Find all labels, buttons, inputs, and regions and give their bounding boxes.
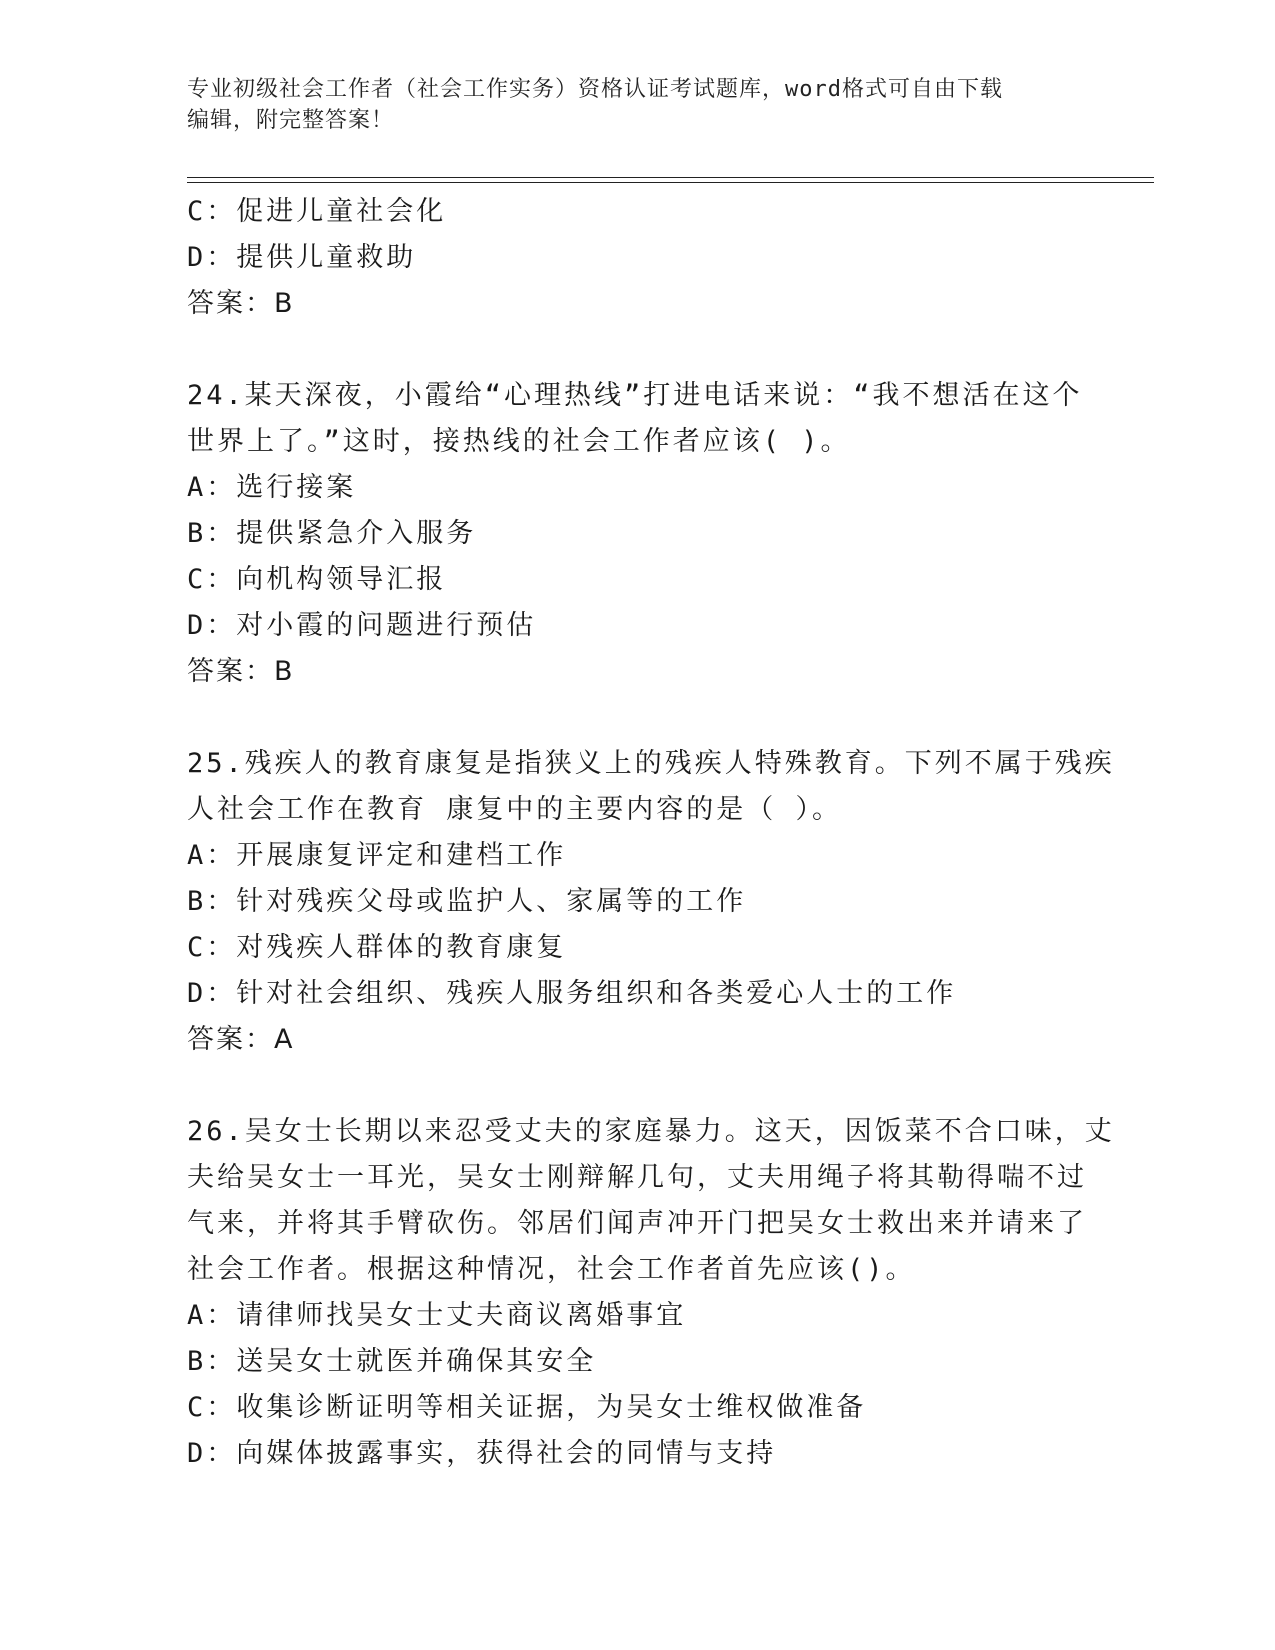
q25-stem-line-2: 人社会工作在教育 康复中的主要内容的是（ ）。 <box>187 794 843 825</box>
q26-option-c: C：收集诊断证明等相关证据，为吴女士维权做准备 <box>187 1392 867 1423</box>
q24-option-c: C：向机构领导汇报 <box>187 564 447 595</box>
q23-answer: 答案：B <box>187 288 295 319</box>
q23-option-c: C：促进儿童社会化 <box>187 196 447 227</box>
q25-option-a: A：开展康复评定和建档工作 <box>187 840 567 871</box>
spacer <box>187 327 1087 373</box>
q26-stem-line-4: 社会工作者。根据这种情况，社会工作者首先应该()。 <box>187 1254 916 1285</box>
question-24 <box>187 373 1087 695</box>
q26-option-a: A：请律师找吴女士丈夫商议离婚事宜 <box>187 1300 687 1331</box>
header-title-line-1: 专业初级社会工作者（社会工作实务）资格认证考试题库，word格式可自由下载 <box>187 77 1003 102</box>
q24-option-b: B：提供紧急介入服务 <box>187 518 477 549</box>
question-list <box>187 189 1115 1477</box>
question-26 <box>187 1109 1115 1477</box>
q26-stem-line-3: 气来，并将其手臂砍伤。邻居们闻声冲开门把吴女士救出来并请来了 <box>187 1208 1087 1239</box>
q25-stem-line-1: 25.残疾人的教育康复是指狭义上的残疾人特殊教育。下列不属于残疾 <box>187 748 1115 779</box>
document-header <box>187 74 1067 136</box>
q24-answer: 答案：B <box>187 656 295 687</box>
header-divider-top <box>187 177 1154 178</box>
q24-stem-line-2: 世界上了。”这时，接热线的社会工作者应该( )。 <box>187 426 851 457</box>
q26-stem-line-1: 26.吴女士长期以来忍受丈夫的家庭暴力。这天，因饭菜不合口味，丈 <box>187 1116 1115 1147</box>
header-title-line-2: 编辑，附完整答案！ <box>187 108 395 133</box>
q26-option-b: B：送吴女士就医并确保其安全 <box>187 1346 597 1377</box>
q25-option-c: C：对残疾人群体的教育康复 <box>187 932 567 963</box>
q24-stem-line-1: 24.某天深夜，小霞给“心理热线”打进电话来说：“我不想活在这个 <box>187 380 1083 411</box>
q24-option-d: D：对小霞的问题进行预估 <box>187 610 537 641</box>
q25-option-d: D：针对社会组织、残疾人服务组织和各类爱心人士的工作 <box>187 978 957 1009</box>
q25-option-b: B：针对残疾父母或监护人、家属等的工作 <box>187 886 747 917</box>
question-25 <box>187 741 1115 1063</box>
header-divider-bottom <box>187 182 1154 183</box>
spacer <box>187 1063 1087 1109</box>
spacer <box>187 695 1087 741</box>
q26-option-d: D：向媒体披露事实，获得社会的同情与支持 <box>187 1438 777 1469</box>
q26-stem-line-2: 夫给吴女士一耳光，吴女士刚辩解几句，丈夫用绳子将其勒得喘不过 <box>187 1162 1087 1193</box>
q25-answer: 答案：A <box>187 1024 295 1055</box>
question-23 <box>187 189 1087 327</box>
q23-option-d: D：提供儿童救助 <box>187 242 417 273</box>
q24-option-a: A：选行接案 <box>187 472 357 503</box>
